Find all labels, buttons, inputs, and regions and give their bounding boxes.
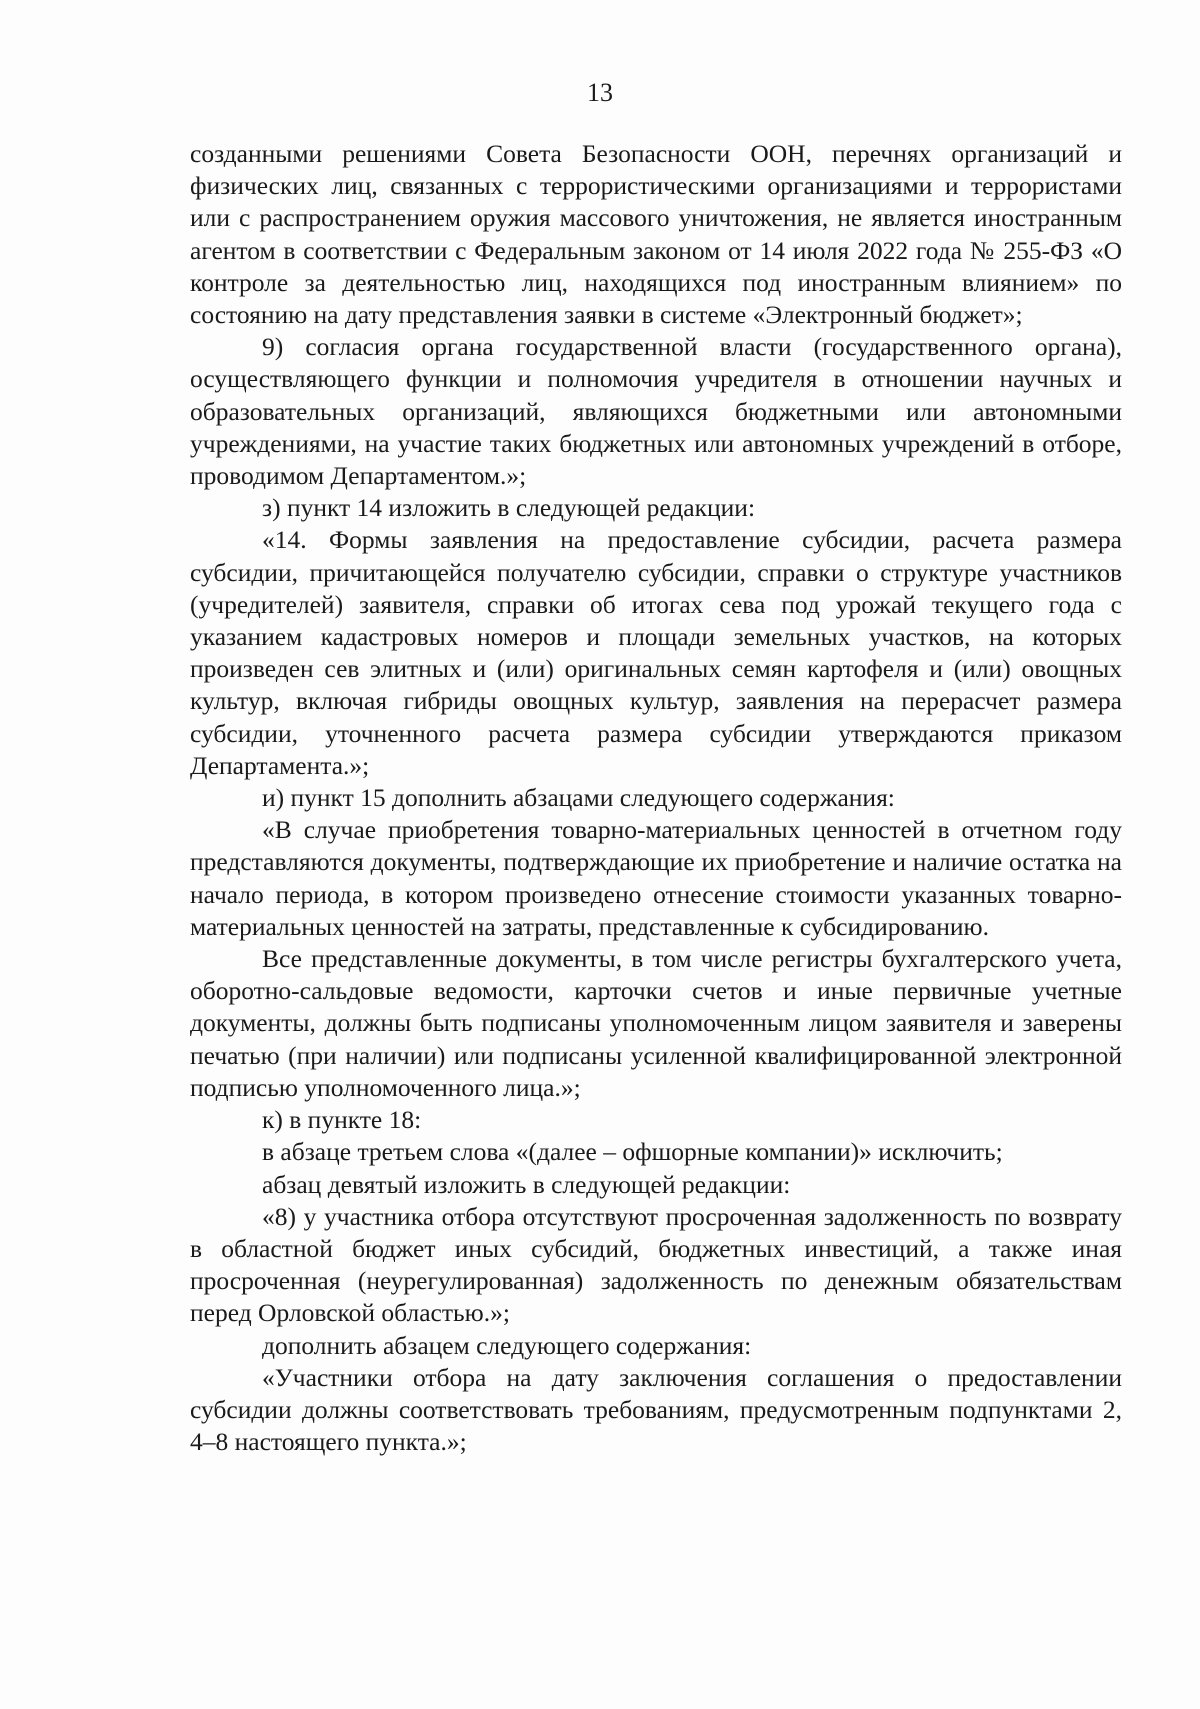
document-body (190, 138, 1122, 1458)
paragraph-item-k: к) в пункте 18: (262, 1105, 422, 1135)
paragraph-continuation: созданными решениями Совета Безопасности ООН, перечнях организаций и физических лиц, связанных с террористическими организациями и террористами или с распространением оружия массового уничтожения, не является иностранным агентом в соответствии с Федеральным законом от 14 июля 2022 года № 255-ФЗ «О контроле за деятельностью лиц, находящихся под иностранным влиянием» по состоянию на дату представления заявки в системе «Электронный бюджет»; (190, 139, 1122, 330)
paragraph-clause-14: «14. Формы заявления на предоставление субсидии, расчета размера субсидии, причитающейся получателю субсидии, справки о структуре участников (учредителей) заявителя, справки об итогах сева под урожай текущего года с указанием кадастровых номеров и площади земельных участков, на которых произведен сев элитных и (или) оригинальных семян картофеля и (или) овощных культур, включая гибриды овощных культур, заявления на перерасчет размера субсидии, уточненного расчета размера субсидии утверждаются приказом Департамента.»; (190, 525, 1122, 780)
paragraph-ninth-abzac: абзац девятый изложить в следующей редакции: (262, 1169, 791, 1199)
paragraph-item-8: «8) у участника отбора отсутствуют просроченная задолженность по возврату в областной бюджет иных субсидий, бюджетных инвестиций, а также иная просроченная (неурегулированная) задолженность по денежным обязательствам перед Орловской областью.»; (190, 1201, 1122, 1328)
paragraph-item-9: 9) согласия органа государственной власти (государственного органа), осуществляющего функции и полномочия учредителя в отношении научных и образовательных организаций, являющихся бюджетными или автономными учреждениями, на участие таких бюджетных или автономных учреждений в отборе, проводимом Департаментом.»; (190, 332, 1122, 491)
paragraph-participants: «Участники отбора на дату заключения соглашения о предоставлении субсидии должны соответствовать требованиям, предусмотренным подпунктами 2, 4–8 настоящего пункта.»; (190, 1362, 1122, 1457)
page-number: 13 (587, 78, 613, 107)
paragraph-item-i: и) пункт 15 дополнить абзацами следующего содержания: (262, 783, 895, 813)
paragraph-third-abzac: в абзаце третьем слова «(далее – офшорные компании)» исключить; (262, 1137, 1003, 1167)
paragraph-documents-signed: Все представленные документы, в том числе регистры бухгалтерского учета, оборотно-сальдовые ведомости, карточки счетов и иные первичные учетные документы, должны быть подписаны уполномоченным лицом заявителя и заверены печатью (при наличии) или подписаны усиленной квалифицированной электронной подписью уполномоченного лица.»; (190, 944, 1122, 1102)
paragraph-add-abzac: дополнить абзацем следующего содержания: (262, 1330, 752, 1360)
paragraph-item-z: з) пункт 14 изложить в следующей редакции: (262, 493, 756, 523)
paragraph-purchase-case: «В случае приобретения товарно-материальных ценностей в отчетном году представляются документы, подтверждающие их приобретение и наличие остатка на начало периода, в котором произведено отнесение стоимости указанных товарно-материальных ценностей на затраты, представленные к субсидированию. (190, 815, 1122, 941)
